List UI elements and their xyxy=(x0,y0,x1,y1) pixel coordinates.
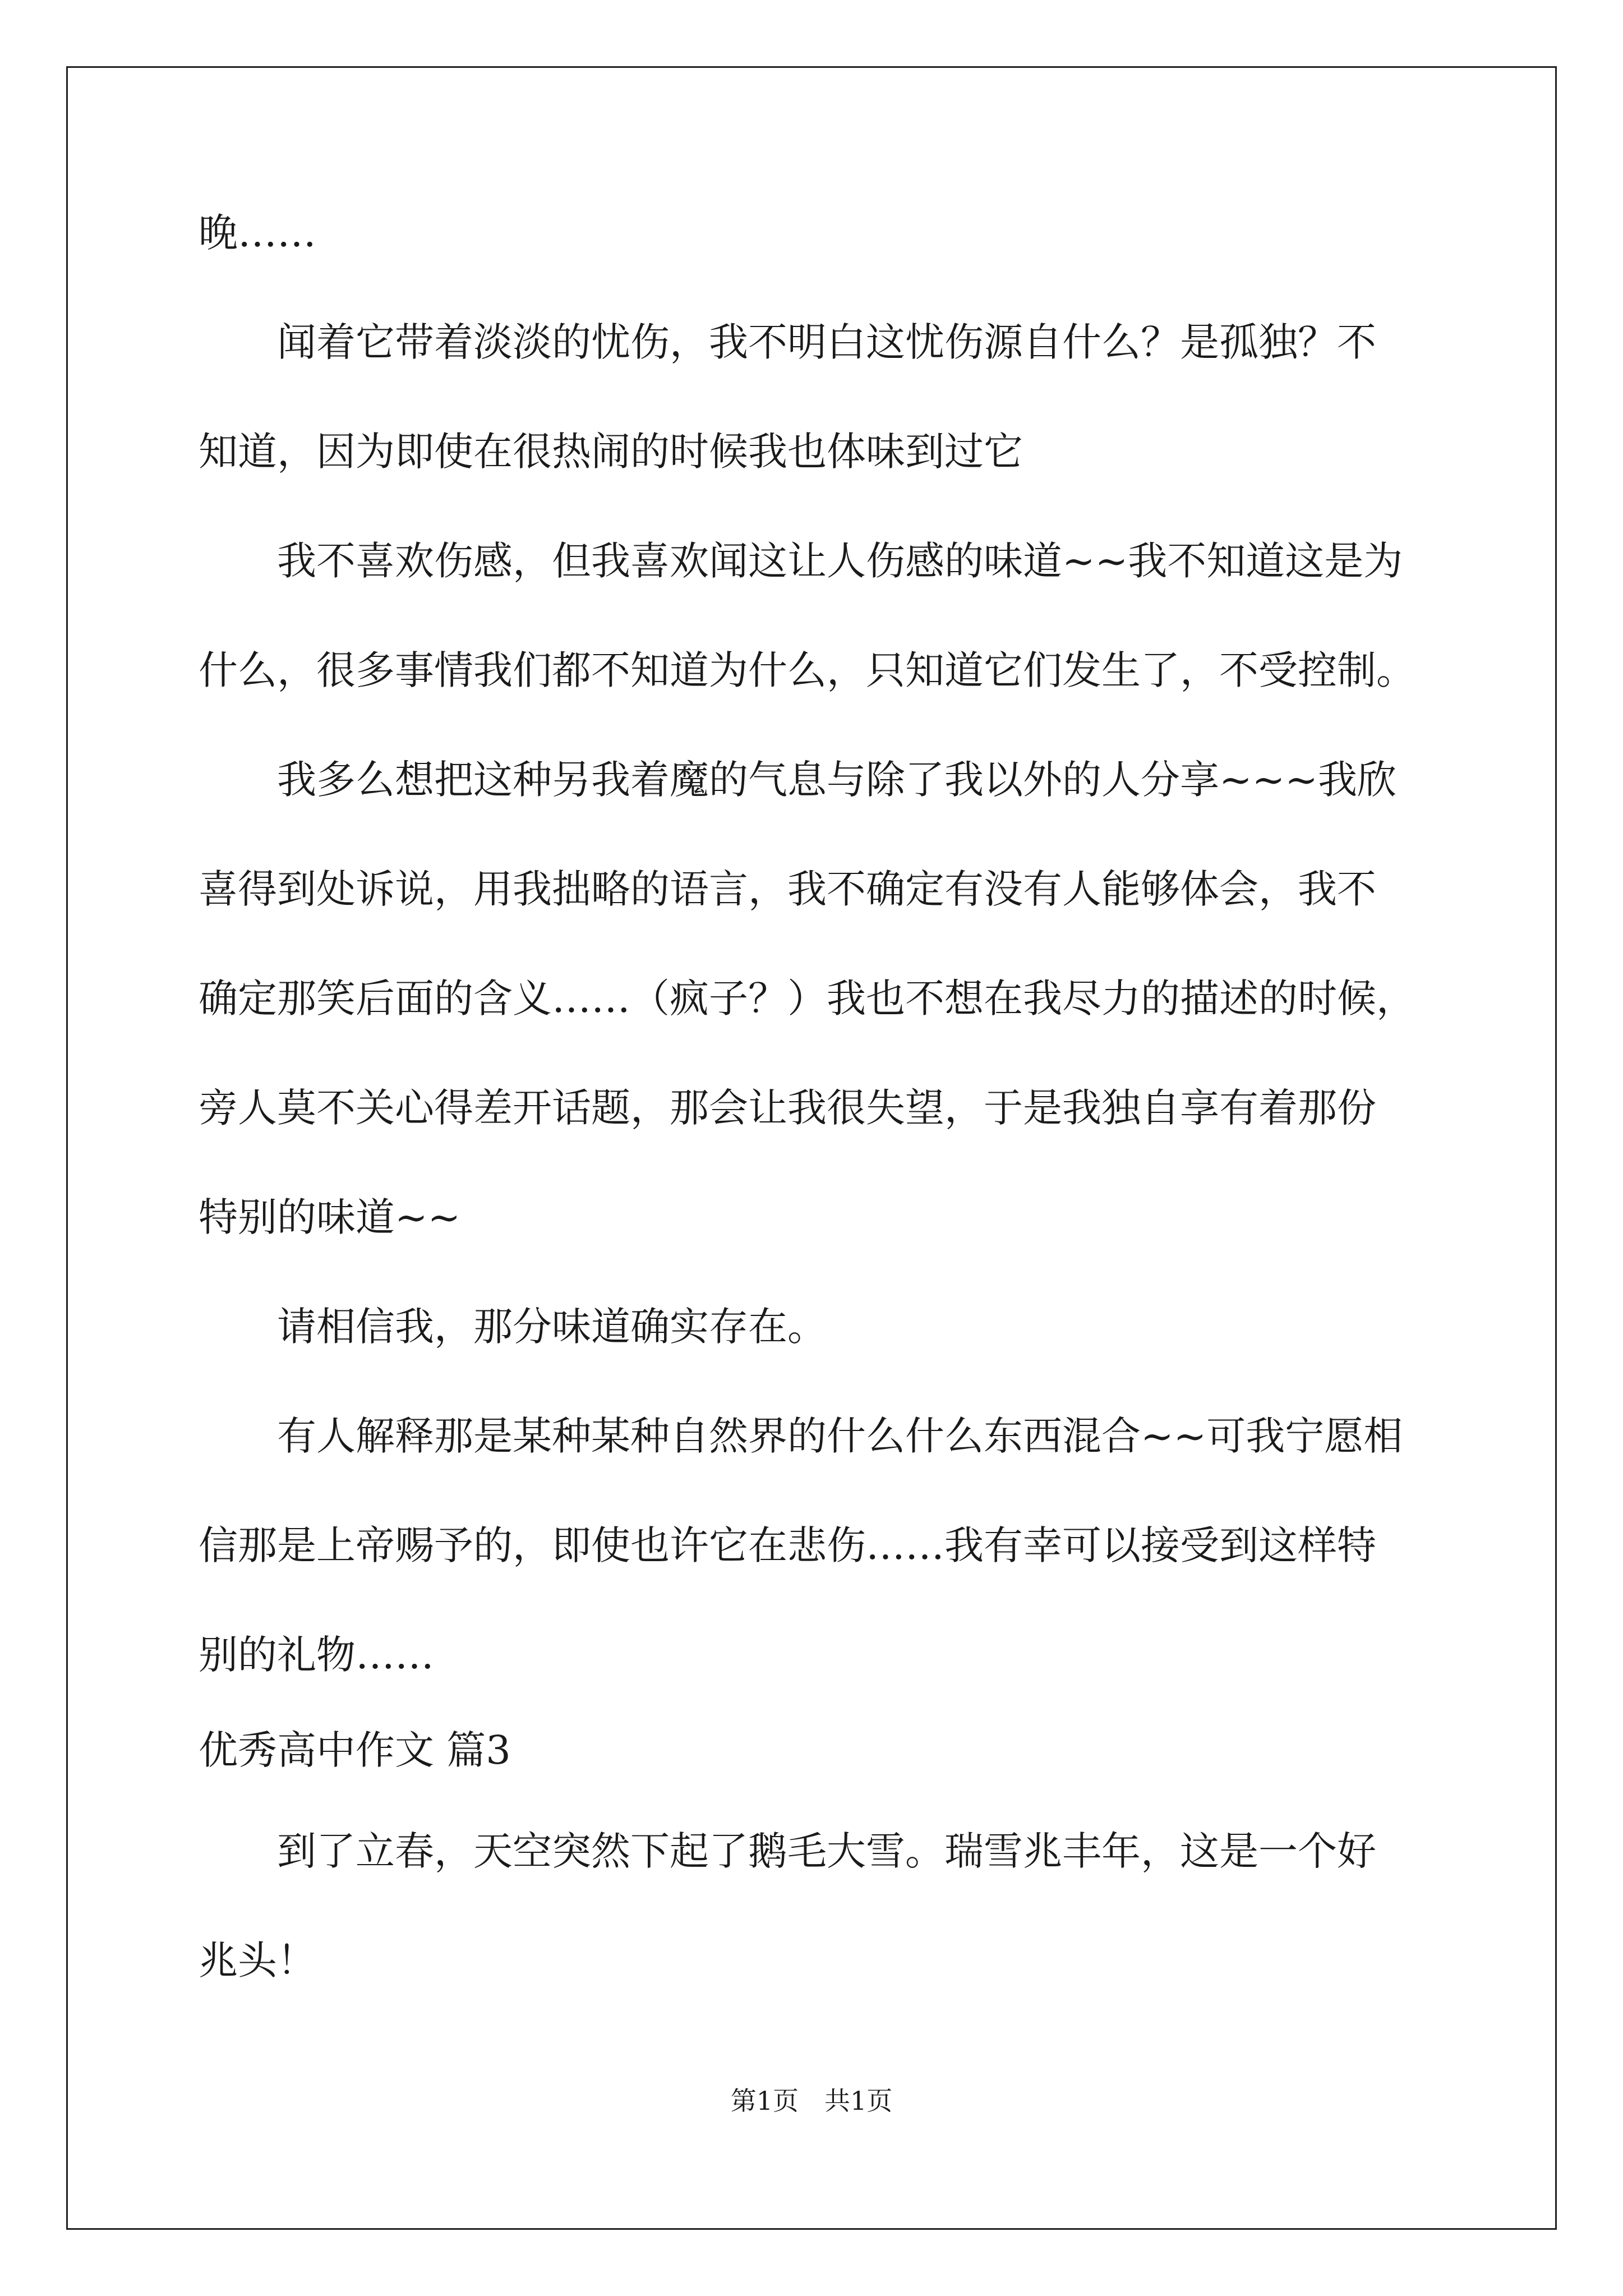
paragraph-line: 知道，因为即使在很热闹的时候我也体味到过它 xyxy=(199,429,1023,475)
paragraph-line: 有人解释那是某种某种自然界的什么什么东西混合~~可我宁愿相 xyxy=(199,1413,1403,1459)
paragraph-line: 我多么想把这种另我着魔的气息与除了我以外的人分享~~~我欣 xyxy=(199,757,1396,803)
page-border xyxy=(66,66,1557,2230)
section-heading: 优秀高中作文 篇3 xyxy=(199,1727,511,1773)
page-number-footer: 第1页 共1页 xyxy=(730,2086,893,2116)
text-line: 晚…… xyxy=(199,210,316,256)
paragraph-line: 特别的味道~~ xyxy=(199,1194,461,1240)
paragraph-line: 什么，很多事情我们都不知道为什么，只知道它们发生了，不受控制。 xyxy=(199,647,1415,693)
paragraph-line: 我不喜欢伤感，但我喜欢闻这让人伤感的味道~~我不知道这是为 xyxy=(199,538,1403,584)
paragraph-line: 旁人莫不关心得差开话题，那会让我很失望，于是我独自享有着那份 xyxy=(199,1085,1376,1131)
paragraph-line: 到了立春，天空突然下起了鹅毛大雪。瑞雪兆丰年，这是一个好 xyxy=(199,1828,1376,1874)
paragraph-line: 别的礼物…… xyxy=(199,1632,434,1678)
paragraph-line: 喜得到处诉说，用我拙略的语言，我不确定有没有人能够体会，我不 xyxy=(199,866,1376,912)
paragraph-line: 请相信我，那分味道确实存在。 xyxy=(199,1304,827,1350)
paragraph-line: 兆头！ xyxy=(199,1938,316,1984)
paragraph-line: 信那是上帝赐予的，即使也许它在悲伤……我有幸可以接受到这样特 xyxy=(199,1522,1376,1568)
paragraph-line: 闻着它带着淡淡的忧伤，我不明白这忧伤源自什么？是孤独？不 xyxy=(199,319,1376,365)
paragraph-line: 确定那笑后面的含义……（疯子？）我也不想在我尽力的描述的时候， xyxy=(199,976,1415,1022)
